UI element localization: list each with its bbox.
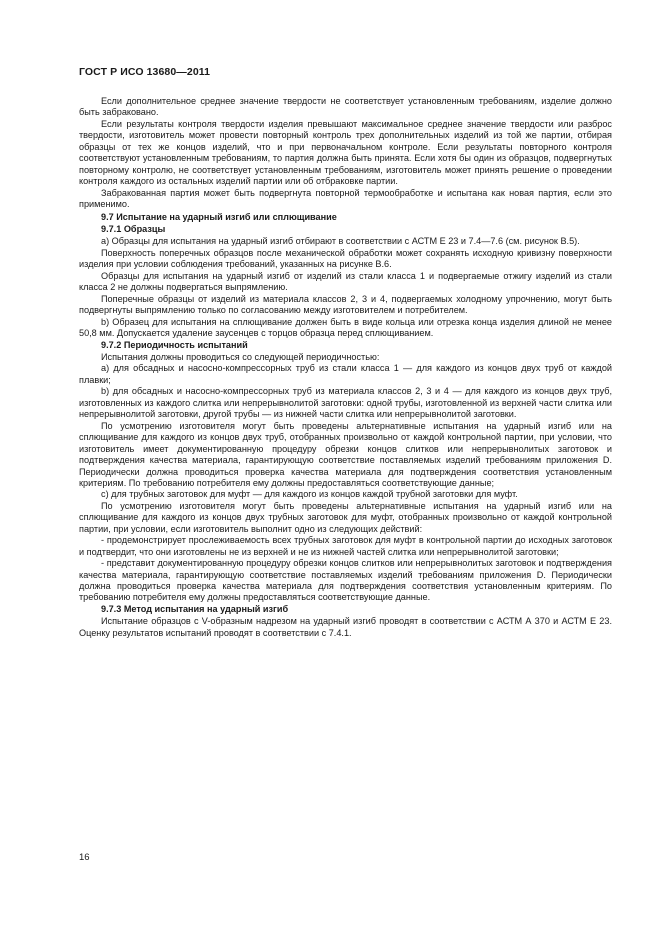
paragraph: Испытания должны проводиться со следующей периодичностью: bbox=[101, 351, 380, 362]
paragraph: b) Образец для испытания на сплющивание должен быть в виде кольца или отрезка конца изделия длиной не менее 50,8 мм. Допускается удаление заусенцев с торцов образца перед сплющиванием. bbox=[79, 316, 612, 339]
section-heading: 9.7 Испытание на ударный изгиб или сплющивание bbox=[101, 212, 337, 223]
paragraph: Испытание образцов с V-образным надрезом на ударный изгиб проводят в соответствии с АСТМ А 370 и АСТМ Е 23. Оценку результатов испытаний проводят в соответствии с 7.4.1. bbox=[79, 616, 612, 638]
standard-header: ГОСТ Р ИСО 13680—2011 bbox=[79, 66, 211, 78]
paragraph: Поперечные образцы от изделий из материала классов 2, 3 и 4, подвергаемых холодному упрочнению, могут быть подвергнуты выпрямлению только по согласованию между изготовителем и потребителем. bbox=[79, 293, 612, 316]
subsection-heading: 9.7.1 Образцы bbox=[101, 224, 166, 235]
paragraph: Поверхность поперечных образцов после механической обработки может сохранять исходную кривизну поверхности изделия при условии соблюдения требований, указанных на рисунке В.6. bbox=[79, 247, 612, 270]
paragraph: - представит документированную процедуру обрезки концов слитков или непрерывнолитых заготовок и подтверждения качества материала, гарантирующую соответствие поставляемых изделий требованиям приложения D. Периодически должна проводиться проверка качества материала для подтверждения соответствия установленным критериям. По требованию потребителя ему должны предоставляться соответствующие данные. bbox=[79, 558, 612, 603]
paragraph: a) Образцы для испытания на ударный изгиб отбирают в соответствии с АСТМ Е 23 и 7.4—7.6 (см. рисунок В.5). bbox=[101, 236, 580, 247]
paragraph: Забракованная партия может быть подвергнута повторной термообработке и испытана как новая партия, если это применимо. bbox=[79, 187, 612, 210]
paragraph: c) для трубных заготовок для муфт — для каждого из концов каждой трубной заготовки для муфт. bbox=[101, 489, 518, 500]
paragraph: Если дополнительное среднее значение твердости не соответствует установленным требованиям, изделие должно быть забраковано. bbox=[79, 96, 612, 118]
paragraph: По усмотрению изготовителя могут быть проведены альтернативные испытания на ударный изгиб или на сплющивание для каждого из концов двух трубных заготовок для муфт, отобранных произвольно от каждой контрольной партии, при условии, если изготовитель выполнит одно из следующих действий: bbox=[79, 500, 612, 534]
paragraph: a) для обсадных и насосно-компрессорных труб из стали класса 1 — для каждого из концов двух труб от каждой плавки; bbox=[79, 363, 612, 385]
paragraph: Образцы для испытания на ударный изгиб от изделий из стали класса 1 и подвергаемые отжигу изделий из стали класса 2 не должны подвергаться выпрямлению. bbox=[79, 270, 612, 293]
paragraph: Если результаты контроля твердости изделия превышают максимальное среднее значение твердости или разброс твердости, изготовитель может провести повторный контроль трех дополнительных изделий из той же партии, отбирая образцы от тех же концов изделий, что и при первоначальном контроле. Если результаты повторного контроля соответствуют установленным требованиям, то партия должна быть принята. Если хотя бы один из образцов, подвергнутых повторному контролю, не соответствует установленным требованиям, изготовитель может принять решение о проведении контроля каждого из остальных изделий партии или об отбраковке партии. bbox=[79, 118, 612, 187]
paragraph: По усмотрению изготовителя могут быть проведены альтернативные испытания на ударный изгиб или на сплющивание для каждого из концов двух труб, отобранных произвольно от каждой контрольной партии, при условии, что изготовитель имеет документированную процедуру обрезки концов слитков или непрерывнолитых заготовок и подтверждения качества материала, гарантирующую соответствие поставляемых изделий требованиям приложения D. Периодически должна проводиться проверка качества материала для подтверждения соответствия установленным критериям. По требованию потребителя ему должны предоставляться соответствующие данные; bbox=[79, 420, 612, 488]
subsection-heading: 9.7.2 Периодичность испытаний bbox=[101, 340, 248, 351]
subsection-heading: 9.7.3 Метод испытания на ударный изгиб bbox=[101, 604, 289, 615]
page-number: 16 bbox=[79, 852, 90, 863]
paragraph: - продемонстрирует прослеживаемость всех трубных заготовок для муфт в контрольной партии до исходных заготовок и подтвердит, что они изготовлены не из верхней и не из нижней частей слитка или непрерывнолитой заготовки; bbox=[79, 535, 612, 557]
document-body bbox=[79, 96, 612, 639]
paragraph: b) для обсадных и насосно-компрессорных труб из материала классов 2, 3 и 4 — для каждого из концов двух труб, изготовленных из каждого слитка или непрерывнолитой заготовки: одной трубы, изготовленной из верхней части слитка или непрерывнолитой заготовки, другой трубы — из нижней части слитка или непрерывнолитой заготовки. bbox=[79, 386, 612, 420]
